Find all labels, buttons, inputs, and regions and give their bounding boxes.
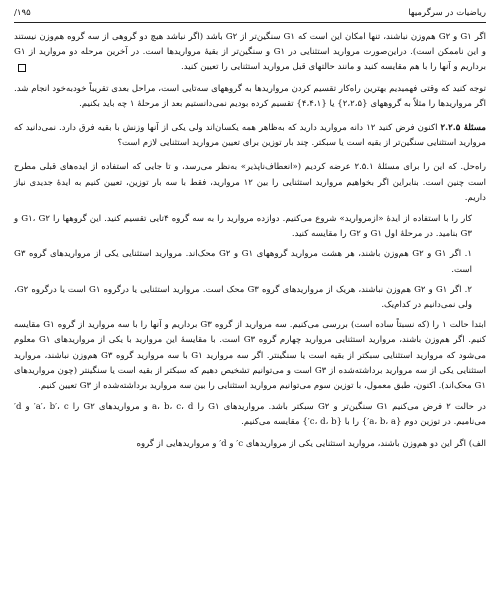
running-title: ریاضیات در سرگرمیها: [408, 8, 486, 19]
paragraph-case-2-analysis: در حالت ۲ فرض می‌کنیم G۱ سنگین‌تر و G۲ سبکتر باشد. مرواریدهای G۱ را a، b، c، d و مرواریدهای G۲ را a′، b′، c′ و d′ می‌نامیم. در توزین دوم {a، b، a′} را با {c، d، b′} مقایسه می‌کنیم.: [14, 402, 486, 428]
problem-text: اکنون فرض کنید ۱۲ دانه مروارید دارید که به‌ظاهر همه یکسان‌اند ولی یکی از آنها وزنش با بقیه فرق دارد. نمی‌دانید که مروارید استثنایی سنگین‌تر از بقیه است یا سبکتر. چند بار توزین برای تعیین مروارید استثنایی لازم است؟: [14, 123, 486, 149]
solution-intro: راه‌حل. که این را برای مسئلهٔ ۲.۵.۱ عرضه کردیم («انعطاف‌ناپذیر» به‌نظر می‌رسد، و تا جایی که استفاده از ایده‌های قبلی مطرح است چنین است. بنابراین اگر بخواهیم مروارید استثنایی را بین ۱۲ مروارید، فقط با سه بار توزین، تعیین کنیم به ایدهٔ جدیدی نیاز داریم.: [14, 162, 487, 203]
problem-statement: [14, 121, 486, 151]
case-2-item: ۲. اگر G۱ و G۲ هم‌وزن نباشند، هریک از مرواریدهای گروه G۳ محک است. مروارید استثنایی یا درگروه G۱ است یا درگروه G۲، ولی نمی‌دانیم در کدام‌یک.: [14, 284, 472, 311]
paragraph-grouping: کار را با استفاده از ایدهٔ «ازمروارید» شروع می‌کنیم. دوازده مروارید را به سه گروه ۴تایی تقسیم کنید. این گروهها را G۱، G۲ و G۳ بنامید. در مرحلهٔ اول G۱ و G۲ را مقایسه کنید.: [14, 214, 472, 240]
paragraph-subcase-a: الف) اگر این دو هم‌وزن باشند، مروارید استثنایی یکی از مرواریدهای c′ و d′ و مرواریدهایی از گروه: [136, 438, 486, 449]
problem-label: مسئلهٔ ۲.۲.۵: [440, 123, 487, 134]
paragraph-case-g1-heavier: اگر G۱ و G۲ هم‌وزن نباشند، تنها امکان این است که G۱ سنگین‌تر از G۲ باشد (اگر نباشد هیچ دو گروهی از سه گروه هم‌وزن نیستند و این ناممکن است). دراین‌صورت مروارید استثنایی در G۱ و سنگین‌تر از بقیهٔ مرواریدها است. در آخرین مرحله دو مروارید از G۱ برداریم و آنها را با هم مقایسه کنید و مانند حالتهای قبل مروارید استثنایی را تعیین کنید.: [14, 32, 486, 73]
paragraph-strategy-note: توجه کنید که وقتی فهمیدیم بهترین راه‌کار تقسیم کردن مرواریدها به گروههای سه‌تایی است، مراحل بعدی تقریباً خودبه‌خود انجام شد. اگر مرواریدها را مثلاً به گروههای {۲،۲،۵} یا {۴،۴،۱} تقسیم کرده بودیم نمی‌دانستیم بعد از مرحلهٔ ۱ چه باید بکنیم.: [14, 83, 486, 109]
paragraph-case-1-analysis: ابتدا حالت ۱ را (که نسبتاً ساده است) بررسی می‌کنیم. سه مروارید از گروه G۳ برداریم و آنها را با سه مروارید از گروه G۱ مقایسه کنیم. اگر هم‌وزن باشند، مروارید استثنایی مروارید چهارم گروه G۳ است. با مقایسهٔ این مروارید با یکی از مرواریدهای G۱ معلوم می‌شود که مروارید استثنایی سبکتر از بقیه است یا سنگینتر. اگر سه مروارید G۱ با سه مروارید گروه G۳ هم‌وزن نباشند، مروارید استثنایی یکی از سه مروارید برداشته‌شده از G۳ است و می‌توانیم تشخیص دهیم که سبکتر از بقیه است یا سنگینتر (چون مرواریدهای G۱ محک‌اند). اکنون، طبق معمول، با توزین سوم می‌توانیم مروارید استثنایی را بین سه مروارید برداشته‌شده از G۳ تعیین کنیم.: [14, 320, 487, 392]
qed-square-icon: [18, 64, 26, 72]
case-1-item: ۱. اگر G۱ و G۲ هم‌وزن باشند، هر هشت مروارید گروههای G۱ و G۲ محک‌اند. مروارید استثنایی یکی از مرواریدهای گروه G۳ است.: [14, 249, 472, 275]
page-number: ۱۹۵/: [14, 8, 31, 19]
page-header: [14, 6, 486, 23]
